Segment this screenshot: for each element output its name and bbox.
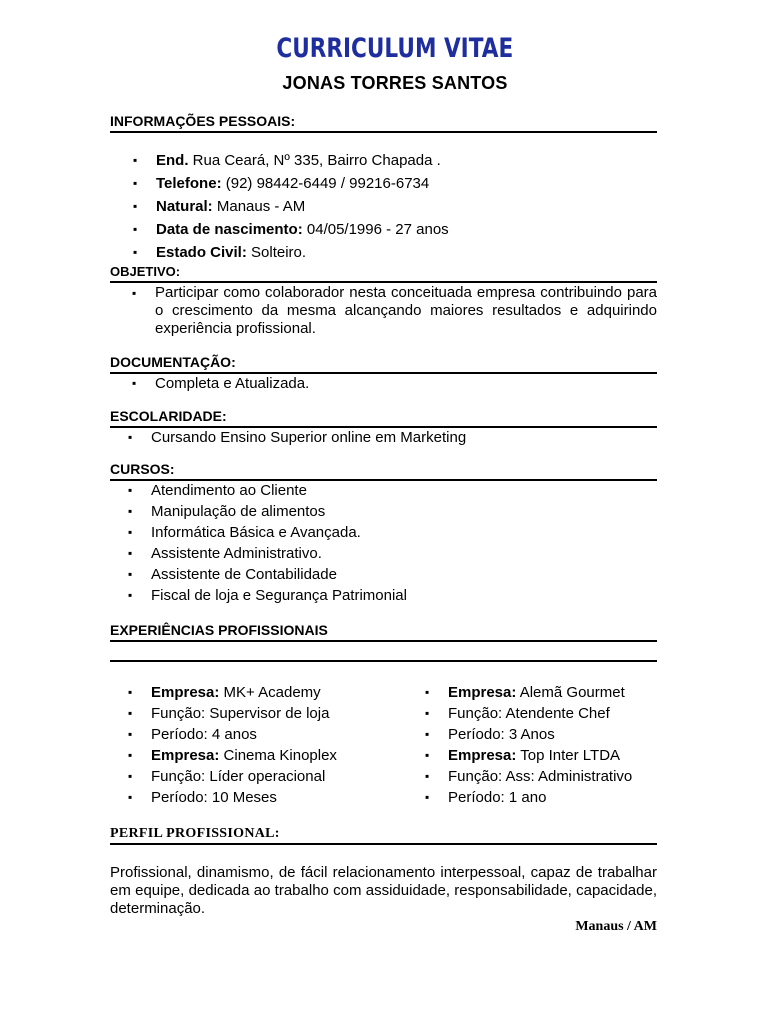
- courses-list: [128, 480, 407, 606]
- field-value: Cinema Kinoplex: [219, 747, 337, 764]
- list-item-text: Informática Básica e Avançada.: [151, 524, 361, 541]
- list-bullet: ▪: [425, 685, 430, 699]
- signature-location: Manaus / AM: [575, 919, 657, 934]
- field-label: Empresa:: [151, 684, 220, 701]
- field-value: Período: 10 Meses: [151, 789, 277, 806]
- objective-paragraph: Participar como colaborador nesta conceituada empresa contribuindo para o crescimento da mesma alcançando maiores resultados e adquirindo experiência profissional.: [155, 284, 657, 337]
- list-item: [133, 218, 449, 241]
- field-label: End.: [156, 152, 189, 169]
- list-item: [128, 585, 407, 606]
- field-value: Função: Líder operacional: [151, 768, 326, 785]
- list-item: [133, 241, 449, 264]
- list-item: [128, 724, 337, 745]
- list-bullet: ▪: [128, 790, 133, 804]
- field-value: Rua Ceará, Nº 335, Bairro Chapada .: [188, 152, 441, 169]
- list-item: [133, 172, 449, 195]
- list-item: [425, 745, 632, 766]
- list-bullet: ▪: [128, 769, 133, 783]
- list-item: [128, 766, 337, 787]
- experience-list-left: [128, 682, 337, 808]
- list-bullet: ▪: [132, 376, 137, 390]
- list-item-text: Assistente Administrativo.: [151, 545, 322, 562]
- list-bullet: ▪: [132, 286, 137, 300]
- list-bullet: ▪: [425, 769, 430, 783]
- list-item: [128, 564, 407, 585]
- list-bullet: ▪: [128, 727, 133, 741]
- field-value: (92) 98442-6449 / 99216-6734: [221, 175, 430, 192]
- list-bullet: ▪: [128, 706, 133, 720]
- profile-text: Profissional, dinamismo, de fácil relacionamento interpessoal, capaz de trabalhar em equipe, dedicada ao trabalho com assiduidade, responsabilidade, capacidade, determinação.: [110, 864, 657, 917]
- personal-info-list: [133, 149, 449, 264]
- list-bullet: ▪: [425, 748, 430, 762]
- field-value: Top Inter LTDA: [516, 747, 621, 764]
- experience-list-right: [425, 682, 633, 808]
- list-item-text: Manipulação de alimentos: [151, 503, 326, 520]
- field-value: Manaus - AM: [212, 198, 306, 215]
- field-label: Estado Civil:: [156, 244, 247, 261]
- field-value: Função: Ass: Administrativo: [448, 768, 633, 785]
- field-value: Solteiro.: [246, 244, 307, 261]
- list-item: [128, 427, 467, 448]
- list-bullet: ▪: [128, 567, 133, 581]
- field-label: Telefone:: [156, 175, 222, 192]
- list-bullet: ▪: [133, 153, 138, 167]
- field-value: Alemã Gourmet: [516, 684, 625, 701]
- list-bullet: ▪: [128, 588, 133, 602]
- section-heading-profile: PERFIL PROFISSIONAL:: [110, 825, 657, 845]
- list-item-text: Cursando Ensino Superior online em Marketing: [151, 429, 467, 446]
- field-value: Período: 3 Anos: [448, 726, 555, 743]
- list-bullet: ▪: [128, 546, 133, 560]
- list-bullet: ▪: [133, 199, 138, 213]
- section-heading-documentation: DOCUMENTAÇÃO:: [110, 354, 657, 374]
- list-item-text: Assistente de Contabilidade: [151, 566, 337, 583]
- objective-text: [132, 284, 657, 338]
- list-bullet: ▪: [128, 430, 133, 444]
- field-value: Período: 4 anos: [151, 726, 257, 743]
- list-bullet: ▪: [133, 222, 138, 236]
- list-item: [133, 195, 449, 218]
- cv-title: CURRICULUM VITAE: [276, 33, 514, 64]
- list-item: [128, 703, 337, 724]
- list-item: [128, 522, 407, 543]
- divider: [110, 660, 657, 662]
- list-item: [425, 766, 633, 787]
- section-heading-education: ESCOLARIDADE:: [110, 408, 657, 428]
- education-list: [128, 427, 467, 448]
- list-item: [128, 787, 337, 808]
- list-bullet: ▪: [133, 176, 138, 190]
- field-label: Empresa:: [448, 747, 517, 764]
- list-item-text: Completa e Atualizada.: [155, 375, 310, 392]
- field-value: Período: 1 ano: [448, 789, 547, 806]
- list-item: [128, 480, 407, 501]
- list-item: [425, 682, 632, 703]
- list-item: [128, 745, 337, 766]
- field-label: Data de nascimento:: [156, 221, 303, 238]
- field-value: 04/05/1996 - 27 anos: [302, 221, 449, 238]
- list-bullet: ▪: [133, 245, 138, 259]
- field-value: Função: Supervisor de loja: [151, 705, 330, 722]
- section-heading-objective: OBJETIVO:: [110, 263, 657, 283]
- list-item: [132, 373, 310, 394]
- list-item: [425, 703, 632, 724]
- field-label: Empresa:: [448, 684, 517, 701]
- field-value: MK+ Academy: [219, 684, 321, 701]
- list-item: [425, 724, 632, 745]
- field-label: Natural:: [156, 198, 213, 215]
- section-heading-experience: EXPERIÊNCIAS PROFISSIONAIS: [110, 622, 657, 642]
- list-bullet: ▪: [128, 525, 133, 539]
- list-bullet: ▪: [425, 727, 430, 741]
- list-bullet: ▪: [425, 706, 430, 720]
- list-bullet: ▪: [128, 504, 133, 518]
- list-item: [425, 787, 632, 808]
- field-value: Função: Atendente Chef: [448, 705, 610, 722]
- list-item: [128, 682, 337, 703]
- list-bullet: ▪: [128, 748, 133, 762]
- candidate-name: JONAS TORRES SANTOS: [282, 73, 508, 93]
- list-item-text: Atendimento ao Cliente: [151, 482, 307, 499]
- list-item: [128, 501, 407, 522]
- documentation-list: [132, 373, 310, 394]
- list-item-text: Fiscal de loja e Segurança Patrimonial: [151, 587, 407, 604]
- section-heading-personal: INFORMAÇÕES PESSOAIS:: [110, 113, 657, 133]
- section-heading-courses: CURSOS:: [110, 461, 657, 481]
- list-bullet: ▪: [128, 685, 133, 699]
- field-label: Empresa:: [151, 747, 220, 764]
- list-bullet: ▪: [425, 790, 430, 804]
- list-item: [133, 149, 449, 172]
- list-item: [128, 543, 407, 564]
- list-bullet: ▪: [128, 483, 133, 497]
